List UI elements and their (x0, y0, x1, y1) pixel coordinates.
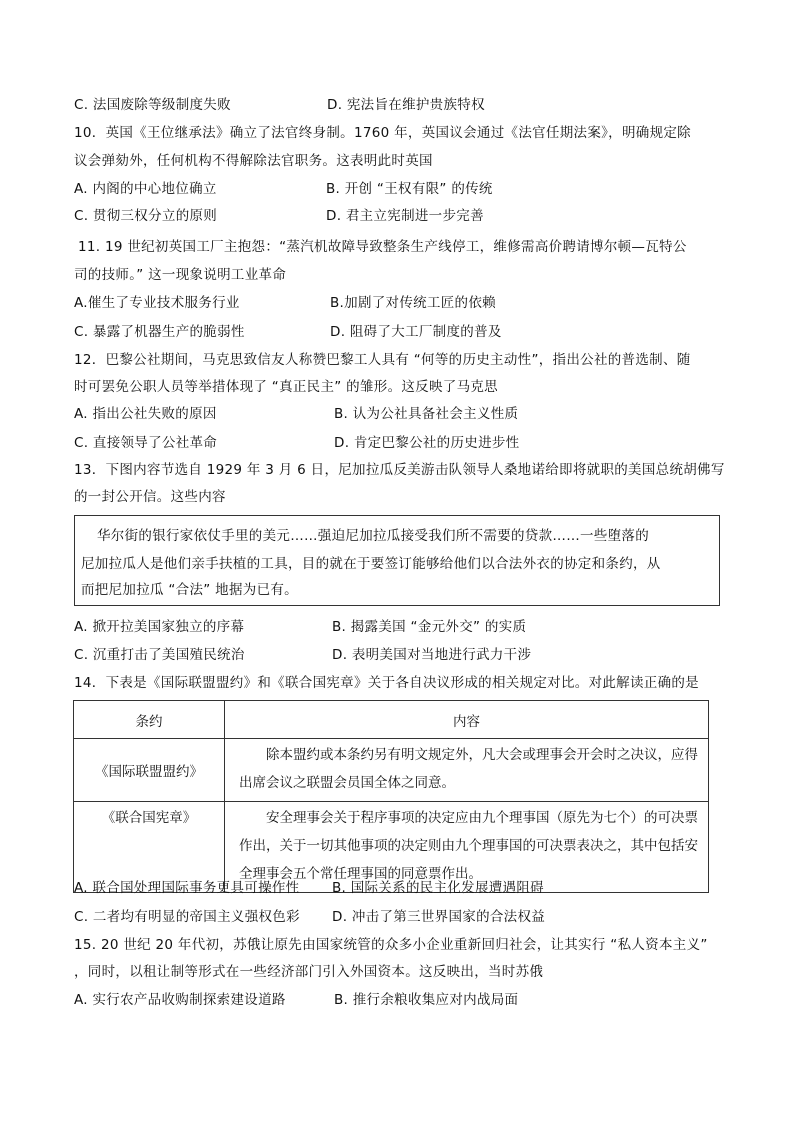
q14-option-a: A. 联合国处理国际事务更具可操作性 (74, 880, 300, 896)
q14-option-c: C. 二者均有明显的帝国主义强权色彩 (74, 909, 300, 925)
table-header-row (74, 701, 709, 739)
q13-stem-line2: 的一封公开信。这些内容 (74, 489, 226, 505)
q13-quote-line3: 而把尼加拉瓜 “合法” 地据为已有。 (81, 582, 298, 598)
q9-option-d: D. 宪法旨在维护贵族特权 (327, 97, 485, 113)
q11-option-b: B.加剧了对传统工匠的依赖 (330, 295, 496, 311)
table-header-treaty: 条约 (74, 701, 225, 739)
q14-comparison-table (73, 700, 709, 893)
table-cell-content: 除本盟约或本条约另有明文规定外，凡大会或理事会开会时之决议，应得出席会议之联盟会员国全体之同意。 (225, 739, 709, 802)
q13-option-b: B. 揭露美国 “金元外交” 的实质 (332, 619, 527, 635)
q13-quote-line1: 华尔街的银行家依仗手里的美元……强迫尼加拉瓜接受我们所不需要的贷款……一些堕落的 (97, 528, 649, 544)
q11-option-d: D. 阻碍了大工厂制度的普及 (330, 324, 502, 340)
q13-quote-box (74, 515, 720, 606)
table-cell-treaty: 《国际联盟盟约》 (74, 739, 225, 802)
table-cell-treaty: 《联合国宪章》 (74, 802, 225, 893)
q13-option-a: A. 掀开拉美国家独立的序幕 (74, 619, 245, 635)
table-header-content: 内容 (225, 701, 709, 739)
q13-option-c: C. 沉重打击了美国殖民统治 (74, 647, 245, 663)
q9-option-c: C. 法国废除等级制度失败 (74, 97, 231, 113)
q14-stem-line1: 14．下表是《国际联盟盟约》和《联合国宪章》关于各自决议形成的相关规定对比。对此解读正确的是 (74, 675, 699, 691)
q10-option-b: B. 开创 “王权有限” 的传统 (326, 181, 493, 197)
q10-stem-line1: 10．英国《王位继承法》确立了法官终身制。1760 年，英国议会通过《法官任期法案》，明确规定除 (74, 125, 691, 141)
q12-option-a: A. 指出公社失败的原因 (74, 406, 217, 422)
q12-option-b: B. 认为公社具备社会主义性质 (334, 406, 519, 422)
q15-stem-line2: ，同时，以租让制等形式在一些经济部门引入外国资本。这反映出，当时苏俄 (74, 964, 544, 980)
q13-stem-line1: 13．下图内容节选自 1929 年 3 月 6 日，尼加拉瓜反美游击队领导人桑地诺给即将就职的美国总统胡佛写 (74, 462, 725, 478)
q10-option-c: C. 贯彻三权分立的原则 (74, 208, 218, 224)
q14-option-d: D. 冲击了第三世界国家的合法权益 (332, 909, 546, 925)
q15-option-a: A. 实行农产品收购制探索建设道路 (74, 992, 286, 1008)
q11-stem-line1: 11. 19 世纪初英国工厂主抱怨：“蒸汽机故障导致整条生产线停工，维修需高价聘请博尔顿—瓦特公 (78, 239, 687, 255)
table-row (74, 739, 709, 802)
q10-option-d: D. 君主立宪制进一步完善 (326, 208, 484, 224)
q12-option-c: C. 直接领导了公社革命 (74, 435, 218, 451)
q10-option-a: A. 内阁的中心地位确立 (74, 181, 217, 197)
table-cell-content: 安全理事会关于程序事项的决定应由九个理事国（原先为七个）的可决票作出，关于一切其他事项的决定则由九个理事国的可决票表决之，其中包括安全理事会五个常任理事国的同意票作出。 (225, 802, 709, 893)
q12-option-d: D. 肯定巴黎公社的历史进步性 (334, 435, 520, 451)
q11-option-a: A.催生了专业技术服务行业 (74, 295, 240, 311)
q15-stem-line1: 15. 20 世纪 20 年代初，苏俄让原先由国家统管的众多小企业重新回归社会，让其实行 “私人资本主义” (74, 937, 708, 953)
q12-stem-line1: 12．巴黎公社期间，马克思致信友人称赞巴黎工人具有 “何等的历史主动性”，指出公社的普选制、随 (74, 352, 691, 368)
q13-option-d: D. 表明美国对当地进行武力干涉 (332, 647, 532, 663)
q15-option-b: B. 推行余粮收集应对内战局面 (334, 992, 519, 1008)
q11-option-c: C. 暴露了机器生产的脆弱性 (74, 324, 245, 340)
q13-quote-line2: 尼加拉瓜人是他们亲手扶植的工具，目的就在于要签订能够给他们以合法外衣的协定和条约，从 (81, 556, 661, 572)
q12-stem-line2: 时可罢免公职人员等举措体现了 “真正民主” 的雏形。这反映了马克思 (74, 379, 498, 395)
q11-stem-line2: 司的技师。” 这一现象说明工业革命 (74, 267, 287, 283)
q10-stem-line2: 议会弹劾外，任何机构不得解除法官职务。这表明此时英国 (74, 153, 433, 169)
q14-option-b: B. 国际关系的民主化发展遭遇阻碍 (332, 880, 544, 896)
